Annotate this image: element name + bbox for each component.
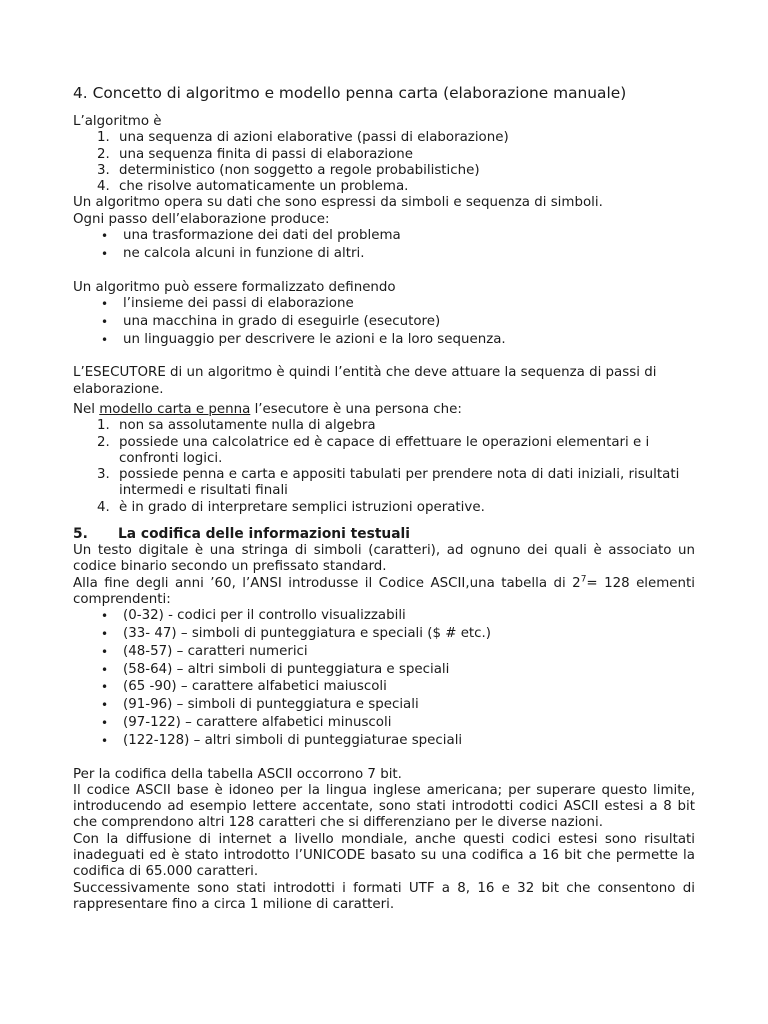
- list-item: • (97-122) – carattere alfabetici minuscoli: [73, 715, 695, 731]
- list-item: 1. non sa assolutamente nulla di algebra: [73, 418, 695, 434]
- list-item: • (122-128) – altri simboli di punteggiaturae speciali: [73, 733, 695, 749]
- section-5-title: [73, 526, 695, 543]
- step-list: [73, 228, 695, 262]
- list-item: • ne calcola alcuni in funzione di altri.: [73, 246, 695, 262]
- paragraph-ascii: [73, 576, 695, 609]
- list-item: • una trasformazione dei dati del problema: [73, 228, 695, 244]
- section-5-title-text: La codifica delle informazioni testuali: [118, 526, 411, 543]
- paragraph-digital-text: Un testo digitale è una stringa di simboli (caratteri), ad ognuno dei quali è associato un codice binario secondo un prefissato standard.: [73, 543, 695, 575]
- list-item: • un linguaggio per descrivere le azioni e la loro sequenza.: [73, 332, 695, 348]
- list-item: • (58-64) – altri simboli di punteggiatura e speciali: [73, 662, 695, 678]
- ascii-ranges-list: [73, 608, 695, 749]
- list-item: 4. è in grado di interpretare semplici istruzioni operative.: [73, 500, 695, 516]
- list-item: • (65 -90) – carattere alfabetici maiuscoli: [73, 679, 695, 695]
- list-item: • (0-32) - codici per il controllo visualizzabili: [73, 608, 695, 624]
- person-list: [73, 418, 695, 516]
- ascii-text-a: Alla fine degli anni ’60, l’ANSI introdusse il Codice ASCII,una tabella di 2: [73, 575, 581, 591]
- section-4-title: 4. Concetto di algoritmo e modello penna carta (elaborazione manuale): [73, 84, 627, 102]
- list-item: 3. possiede penna e carta e appositi tabulati per prendere nota di dati iniziali, risultati intermedi e risultati finali: [73, 467, 695, 500]
- document-content: [73, 84, 695, 913]
- paragraph-formalized: Un algoritmo può essere formalizzato definendo: [73, 279, 396, 295]
- list-item: 4. che risolve automaticamente un problema.: [73, 179, 695, 195]
- model-prefix: Nel: [73, 401, 100, 417]
- formal-list: [73, 296, 695, 348]
- paragraph-executor: L’ESECUTORE di un algoritmo è quindi l’entità che deve attuare la sequenza di passi di elaborazione.: [73, 365, 657, 397]
- model-underlined-term: modello carta e penna: [99, 401, 251, 417]
- list-item: • (48-57) – caratteri numerici: [73, 644, 695, 660]
- paragraph-7-bit: Per la codifica della tabella ASCII occorrono 7 bit.: [73, 766, 402, 782]
- paragraph-operates: Un algoritmo opera su dati che sono espressi da simboli e sequenza di simboli.: [73, 195, 603, 211]
- list-item: 3. deterministico (non soggetto a regole probabilistiche): [73, 163, 695, 179]
- list-item: 1. una sequenza di azioni elaborative (passi di elaborazione): [73, 130, 695, 146]
- paragraph-step: Ogni passo dell’elaborazione produce:: [73, 211, 330, 227]
- paragraph-utf: Successivamente sono stati introdotti i formati UTF a 8, 16 e 32 bit che consentono di rappresentare fino a circa 1 milione di caratteri.: [73, 880, 695, 912]
- paragraph-extended-ascii: Il codice ASCII base è idoneo per la lingua inglese americana; per superare questo limite, introducendo ad esempio lettere accentate, sono stati introdotti codici ASCII estesi a 8 bit che comprendono altri 128 caratteri che si differenziano per le diverse nazioni.: [73, 782, 695, 831]
- list-item: • (91-96) – simboli di punteggiatura e speciali: [73, 697, 695, 713]
- list-item: 2. possiede una calcolatrice ed è capace di effettuare le operazioni elementari e i confronti logici.: [73, 435, 695, 468]
- paragraph-unicode: Con la diffusione di internet a livello mondiale, anche questi codici estesi sono risultati inadeguati ed è stato introdotto l’UNICODE basato su una codifica a 16 bit che permette la codifica di 65.000 caratteri.: [73, 831, 695, 880]
- list-item: • (33- 47) – simboli di punteggiatura e speciali ($ # etc.): [73, 626, 695, 642]
- list-item: • l’insieme dei passi di elaborazione: [73, 296, 695, 312]
- list-item: 2. una sequenza finita di passi di elaborazione: [73, 147, 695, 163]
- ascii-exponent: 7: [580, 574, 587, 585]
- model-suffix: l’esecutore è una persona che:: [250, 401, 462, 417]
- ascii-text-b: = 128 elementi comprendenti:: [73, 575, 696, 607]
- algorithm-intro: L’algoritmo è: [73, 114, 162, 129]
- section-5-number: 5.: [73, 526, 88, 543]
- list-item: • una macchina in grado di eseguirle (esecutore): [73, 314, 695, 330]
- definition-list: [73, 130, 695, 195]
- paragraph-model: [73, 402, 695, 418]
